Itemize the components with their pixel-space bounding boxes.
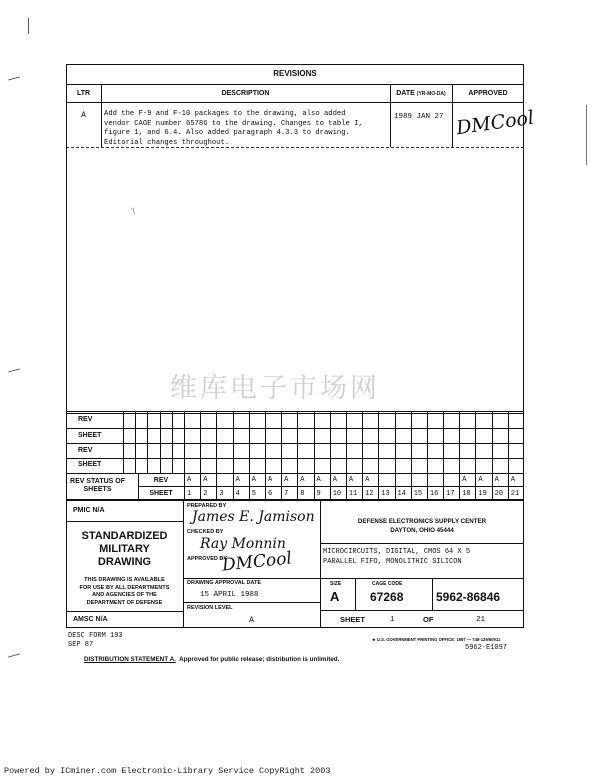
scan-mark	[8, 76, 20, 80]
approval-date-label: DRAWING APPROVAL DATE	[187, 580, 262, 586]
grid-sheet-cell: 1	[187, 490, 192, 498]
grid-sheet-cell: 10	[332, 490, 342, 498]
grid-sheet-cell: 14	[397, 490, 406, 498]
grid-sheet-cell: 20	[494, 490, 503, 498]
watermark: 维库电子市场网	[170, 373, 380, 404]
sheet-number: 1	[390, 616, 395, 624]
rule	[233, 411, 234, 500]
distribution-label: DISTRIBUTION STATEMENT A.	[84, 656, 176, 663]
availability-note	[66, 577, 183, 607]
grid-rev-cell: A	[510, 476, 515, 484]
distribution-text: Approved for public release; distribution is unlimited.	[179, 656, 340, 663]
rule	[297, 411, 298, 500]
rule	[184, 411, 185, 500]
rule	[66, 521, 183, 522]
stray-mark: `\	[130, 207, 135, 216]
total-sheets: 21	[476, 616, 486, 624]
header-date-format: (YR-MO-DA)	[416, 91, 446, 97]
availability-line: FOR USE BY ALL DEPARTMENTS	[79, 584, 170, 591]
availability-line: DEPARTMENT OF DEFENSE	[86, 599, 163, 606]
grid-rev-cell: A	[284, 476, 289, 484]
rule	[66, 473, 524, 474]
grid-sheet-cell: 11	[348, 490, 358, 498]
grid-rev-cell: A	[187, 476, 192, 484]
rule	[123, 411, 124, 473]
description-line: Editorial changes throughout.	[104, 138, 230, 147]
standardized-military-drawing	[66, 530, 183, 569]
grid-row-label: SHEET	[78, 461, 102, 468]
header-description: DESCRIPTION	[221, 90, 270, 97]
rule	[411, 411, 412, 500]
grid-rev-cell: A	[478, 476, 483, 484]
grid-sheet-cell: 4	[235, 490, 240, 498]
grid-rev-cell: A	[203, 476, 208, 484]
rule	[200, 411, 201, 500]
grid-row-label: REV	[78, 447, 93, 454]
title-line: MICROCIRCUITS, DIGITAL, CMOS 64 X 5	[323, 548, 471, 556]
rule	[320, 543, 524, 544]
rule	[66, 611, 183, 612]
agency-name	[320, 517, 524, 535]
rule	[281, 411, 282, 500]
gpo-note: ★ U.S. GOVERNMENT PRINTING OFFICE: 1987 — 748-129/60911	[372, 637, 501, 642]
availability-line: THIS DRAWING IS AVAILABLE	[84, 577, 165, 583]
rule	[432, 578, 433, 610]
sheet-label: SHEET	[340, 615, 366, 624]
approved-by-signature: DMCool	[221, 548, 293, 576]
rule	[249, 411, 250, 500]
scan-mark	[8, 653, 20, 657]
pmic-label: PMIC N/A	[73, 507, 105, 514]
size-value: A	[330, 589, 340, 604]
rule	[378, 411, 379, 500]
rev-status-label: REV STATUS OF SHEETS	[70, 478, 125, 493]
rule	[355, 578, 356, 610]
grid-sheet-cell: 19	[478, 490, 487, 498]
rule	[475, 411, 476, 500]
header-date-label: DATE	[396, 90, 415, 97]
prepared-by-label: PREPARED BY	[187, 503, 227, 509]
revision-approved-signature: DMCool	[454, 106, 536, 140]
std-line: DRAWING	[97, 556, 152, 568]
std-line: STANDARDIZED	[81, 530, 168, 542]
rule	[183, 578, 524, 579]
grid-sheet-cell: 9	[316, 490, 321, 498]
rule	[346, 411, 347, 500]
cage-code: 67268	[370, 590, 404, 604]
distribution-statement	[84, 656, 339, 663]
grid-sheet-cell: 13	[381, 490, 390, 498]
grid-rev-cell: A	[251, 476, 256, 484]
header-date	[390, 90, 452, 97]
header-ltr: LTR	[76, 90, 91, 97]
grid-sheet-cell: 17	[446, 490, 455, 498]
rule	[147, 411, 148, 473]
grid-sheet-cell: 16	[429, 490, 439, 498]
rule	[443, 411, 444, 500]
rule	[362, 411, 363, 500]
revisions-title: REVISIONS	[273, 69, 317, 78]
rule	[265, 411, 266, 500]
amsc-label: AMSC N/A	[73, 616, 108, 623]
form-line: SEP 87	[68, 641, 94, 649]
rule	[427, 411, 428, 500]
grid-rev-cell: A	[316, 476, 321, 484]
rule	[216, 411, 217, 500]
grid-rev-cell: A	[332, 476, 337, 484]
rule	[135, 411, 136, 473]
checked-by-signature: Ray Monnin	[200, 536, 286, 552]
grid-sheet-cell: 7	[284, 490, 289, 498]
rule	[314, 411, 315, 500]
approval-date: 15 APRIL 1988	[200, 591, 259, 599]
checked-by-label: CHECKED BY	[187, 529, 224, 535]
drawing-number: 5962-86846	[436, 590, 501, 604]
size-label: SIZE	[330, 581, 342, 587]
rule	[138, 486, 524, 487]
rule	[66, 84, 524, 85]
revision-level: A	[249, 616, 254, 625]
cage-code-label: CAGE CODE	[372, 581, 403, 587]
rule	[183, 602, 320, 603]
grid-rev-cell: A	[462, 476, 467, 484]
grid-sheet-cell: 2	[203, 490, 208, 498]
revision-level-label: REVISION LEVEL	[187, 605, 233, 611]
grid-rev-cell: A	[235, 476, 240, 484]
grid-sheet-cell: 5	[251, 490, 256, 498]
revision-description	[104, 110, 394, 148]
description-line: vendor CAGE number 65786 to the drawing. Changes to table I,	[104, 119, 363, 128]
grid-rev-cell: A	[300, 476, 305, 484]
grid-sheet-cell: 6	[268, 490, 273, 498]
scan-mark	[586, 105, 587, 165]
drawing-title	[323, 547, 470, 567]
grid-sheet-cell: 18	[462, 490, 471, 498]
rule	[320, 610, 524, 611]
rule	[508, 411, 509, 500]
grid-row-label: SHEET	[78, 432, 102, 439]
rule	[395, 411, 396, 500]
revision-letter: A	[81, 111, 86, 120]
title-line: PARALLEL FIFO, MONOLITHIC SILICON	[323, 558, 462, 566]
grid-sheet-cell: 3	[219, 490, 224, 498]
dashed-separator	[66, 147, 524, 148]
rule	[172, 411, 173, 473]
rule	[183, 500, 184, 628]
description-line: Add the F-9 and F-10 packages to the drawing, also added	[104, 110, 346, 118]
grid-sheet-cell: 8	[300, 490, 305, 498]
description-line: figure 1, and 6.4. Also added paragraph 4.3.3 to drawing.	[104, 129, 350, 137]
scan-mark	[8, 368, 20, 372]
availability-line: AND AGENCIES OF THE	[92, 592, 157, 598]
grid-rev-cell: A	[365, 476, 370, 484]
grid-sheet-cell: 12	[365, 490, 374, 498]
rule	[66, 102, 524, 103]
grid-sheet-cell: 15	[413, 490, 423, 498]
grid-sheet-cell: 21	[510, 490, 520, 498]
powered-by-footer: Powered by ICminer.com Electronic-Library Service CopyRight 2003	[4, 766, 331, 776]
rule	[492, 411, 493, 500]
agency-line: DAYTON, OHIO 45444	[390, 527, 454, 534]
grid-rev-cell: A	[268, 476, 273, 484]
approved-by-label: APPROVED BY	[187, 556, 228, 562]
grid-rev-cell: A	[494, 476, 499, 484]
grid-row-label: REV	[78, 416, 93, 423]
document-number: 5962-E1097	[465, 644, 508, 652]
std-line: MILITARY	[99, 543, 150, 555]
prepared-by-signature: James E. Jamison	[192, 509, 315, 525]
of-label: OF	[423, 615, 434, 624]
scan-mark	[28, 18, 29, 34]
grid-rev-cell: A	[348, 476, 354, 484]
rule	[330, 411, 331, 500]
revision-date: 1989 JAN 27	[394, 113, 444, 121]
sheet-row-label: SHEET	[149, 490, 173, 497]
rule	[160, 411, 161, 473]
agency-line: DEFENSE ELECTRONICS SUPPLY CENTER	[357, 518, 487, 525]
form-number	[68, 632, 123, 650]
rule	[459, 411, 460, 500]
header-approved: APPROVED	[468, 90, 508, 97]
form-line: DESC FORM 193	[68, 632, 123, 640]
rev-row-label: REV	[153, 477, 169, 484]
